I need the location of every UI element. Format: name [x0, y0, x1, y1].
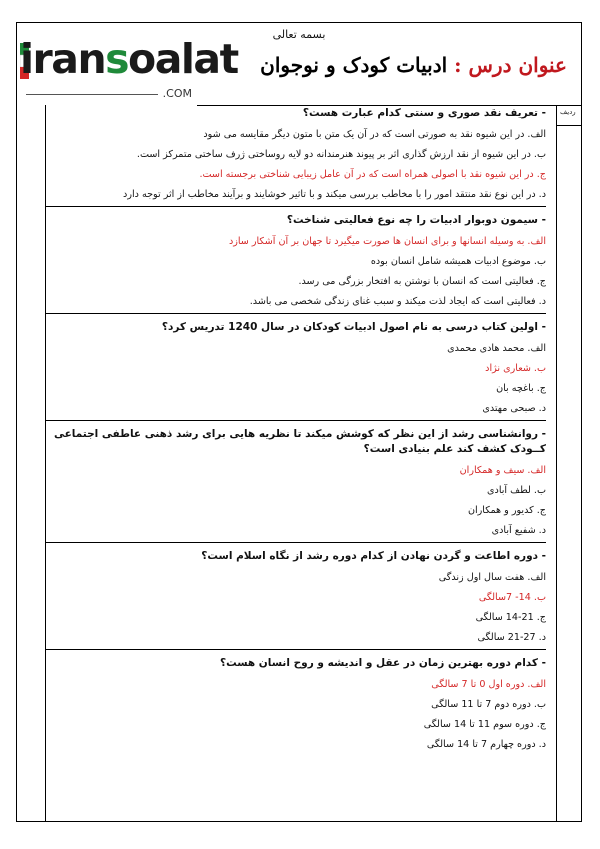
question-option: د. دوره چهارم 7 تا 14 سالگی	[426, 738, 546, 750]
question-option: د. 27-21 سالگی	[477, 631, 546, 643]
logo-com: .COM	[162, 87, 192, 100]
question-option: ب. دوره دوم 7 تا 11 سالگی	[431, 698, 546, 710]
question-2	[46, 213, 546, 311]
question-option: ج. باغچه بان	[496, 382, 546, 394]
question-stem: - روانشناسی رشد از این نظر که کوشش میکند تا نظریه هایی برای رشد ذهنی عاطفی اجتماعی کــودک کشف کند علم بنیادی است؟	[54, 428, 546, 455]
logo-part-oalat: oalat	[128, 35, 238, 83]
question-stem: - دوره اطاعت و گردن نهادن از کدام دوره رشد از نگاه اسلام است؟	[201, 550, 546, 562]
logo-part-s: s	[105, 35, 129, 83]
radif-label: ردیف	[560, 108, 576, 116]
question-option: ج. در این شیوه نقد با اصولی همراه است که در آن عامل زیبایی شناختی برجسته است.	[199, 168, 546, 180]
question-4	[46, 427, 546, 540]
question-3	[46, 320, 546, 418]
course-title-label: عنوان درس :	[454, 53, 567, 77]
course-title	[260, 53, 567, 77]
question-divider	[46, 206, 546, 207]
question-option: ج. کدیور و همکاران	[467, 504, 546, 516]
question-option: الف. سیف و همکاران	[459, 464, 546, 476]
question-stem: - کدام دوره بهترین زمان در عقل و اندیشه و روح انسان هست؟	[219, 657, 546, 669]
question-option: د. در این نوع نقد منتقد امور را با مخاطب بررسی میکند و با تاثیر خوشایند و برآیند مخاطب از اثر توجه دارد	[123, 188, 546, 200]
course-title-value: ادبیات کودک و نوجوان	[260, 53, 448, 77]
questions-list	[46, 106, 546, 754]
question-option: د. شفیع آبادی	[491, 524, 546, 536]
question-option: ج. دوره سوم 11 تا 14 سالگی	[423, 718, 546, 730]
question-6	[46, 656, 546, 754]
question-option: ج. 21-14 سالگی	[475, 611, 546, 623]
question-option: ب. موضوع ادبیات همیشه شامل انسان بوده	[370, 255, 546, 267]
radif-divider	[556, 125, 581, 126]
question-1	[46, 106, 546, 204]
question-option: الف. دوره اول 0 تا 7 سالگی	[431, 678, 546, 690]
question-stem: - تعریف نقد صوری و سنتی کدام عبارت هست؟	[302, 107, 546, 119]
question-stem: - اولین کتاب درسی به نام اصول ادبیات کودکان در سال 1240 تدریس کرد؟	[161, 321, 546, 333]
question-option: ج. فعالیتی است که انسان با نوشتن به افتخار بزرگی می رسد.	[298, 275, 546, 287]
question-option: الف. به وسیله انسانها و برای انسان ها صورت میگیرد تا جهان بر آن آشکار سازد	[228, 235, 546, 247]
logo-wordmark	[20, 33, 238, 85]
besm-heading: بسمه تعالی	[272, 28, 326, 41]
question-divider	[46, 313, 546, 314]
right-column-line	[556, 105, 557, 821]
question-option: ب. شعاری نژاد	[485, 362, 546, 374]
question-option: ب. در این شیوه از نقد ارزش گذاری اثر بر پیوند هنرمندانه دو لایه روساختی ژرف ساختی متمرکز است.	[136, 148, 546, 160]
logo-underline	[26, 94, 158, 95]
question-option: د. صبحی مهتدی	[482, 402, 546, 414]
logo-part-iran: iran	[20, 35, 106, 83]
question-stem: - سیمون دوبوار ادبیات را چه نوع فعالیتی شناخت؟	[286, 214, 546, 226]
question-option: الف. محمد هادی محمدی	[447, 342, 546, 354]
question-option: ب. لطف آبادی	[487, 484, 546, 496]
question-option: د. فعالیتی است که ایجاد لذت میکند و سبب غنای زندگی شخصی می باشد.	[249, 295, 546, 307]
question-divider	[46, 542, 546, 543]
question-divider	[46, 420, 546, 421]
question-option: الف. هفت سال اول زندگی	[438, 571, 546, 583]
iransoalat-logo	[20, 31, 238, 103]
question-option: ب. 14- 7سالگی	[478, 591, 546, 603]
question-divider	[46, 649, 546, 650]
question-5	[46, 549, 546, 647]
question-option: الف. در این شیوه نقد به صورتی است که در آن یک متن با متون دیگر مقایسه می شود	[203, 128, 546, 140]
